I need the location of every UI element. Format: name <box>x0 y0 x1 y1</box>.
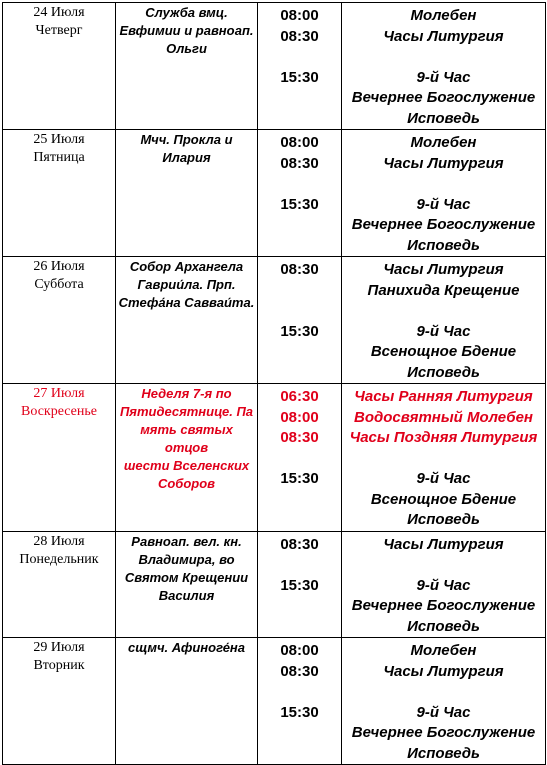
saint-line: мять святых отцов <box>140 422 233 455</box>
service-time: 08:00 <box>280 7 319 24</box>
weekday-label: Вторник <box>33 658 85 673</box>
date-cell <box>3 384 116 532</box>
saint-cell <box>116 384 258 532</box>
schedule-row-jul-28 <box>3 531 546 638</box>
weekday-label: Понедельник <box>19 551 99 567</box>
service-time <box>258 174 341 195</box>
saint-line: Евфимии и равноап. <box>119 23 254 38</box>
time-cell <box>258 257 342 384</box>
service-name <box>342 301 545 322</box>
date-cell <box>3 3 116 130</box>
saint-line: Мчч. Прокла и <box>140 132 233 147</box>
date-label: 24 Июля <box>33 5 85 20</box>
service-name: Часы Литургия <box>383 261 504 278</box>
service-name: Молебен <box>410 642 477 659</box>
service-name: Вечернее Богослужение <box>351 216 536 233</box>
service-name: 9-й Час <box>416 195 471 213</box>
date-cell <box>3 531 116 638</box>
schedule-row-jul-27 <box>3 384 546 532</box>
saint-line: Илария <box>162 150 211 165</box>
service-time <box>258 682 341 703</box>
schedule-row-jul-24 <box>3 3 546 130</box>
service-cell <box>342 257 546 384</box>
date-label: 29 Июля <box>33 640 85 655</box>
saint-line: Неделя 7-я по <box>141 386 232 401</box>
service-name: 9-й Час <box>416 703 471 721</box>
date-label: 27 Июля <box>33 386 85 401</box>
service-time <box>258 301 341 322</box>
saint-line: Пятидесятнице. Па <box>119 404 254 419</box>
service-name: Всенощное Бдение <box>370 343 517 360</box>
weekday-label: Воскресенье <box>21 404 97 419</box>
service-time: 08:30 <box>280 429 319 446</box>
service-name: Часы Литургия <box>383 535 504 553</box>
service-name: Молебен <box>410 134 477 151</box>
service-time: 08:30 <box>280 27 319 45</box>
service-time: 15:30 <box>280 322 319 340</box>
saint-line: сщмч. Афиноге́на <box>127 640 246 655</box>
weekday-label: Четверг <box>35 23 83 38</box>
service-name: 9-й Час <box>416 68 471 86</box>
date-cell <box>3 257 116 384</box>
service-name <box>342 47 545 68</box>
service-name <box>342 449 545 470</box>
service-time: 08:00 <box>280 408 319 426</box>
schedule-table <box>2 2 546 765</box>
service-time: 08:30 <box>280 154 319 172</box>
service-name: Часы Поздняя Литургия <box>349 429 538 446</box>
date-cell <box>3 130 116 257</box>
saint-line: Служба вмц. <box>145 5 228 20</box>
service-time: 08:00 <box>280 642 319 659</box>
service-time: 08:30 <box>280 535 319 553</box>
service-name: Часы Ранняя Литургия <box>354 388 533 405</box>
saint-line: Ольги <box>166 41 207 56</box>
service-time: 15:30 <box>280 68 319 86</box>
date-cell <box>3 638 116 765</box>
service-name: 9-й Час <box>416 322 471 340</box>
saint-cell <box>116 3 258 130</box>
schedule-row-jul-26 <box>3 257 546 384</box>
date-label: 26 Июля <box>33 259 85 274</box>
service-cell <box>342 130 546 257</box>
service-name: Всенощное Бдение <box>370 490 517 508</box>
time-cell <box>258 3 342 130</box>
service-name: Вечернее Богослужение <box>351 89 536 106</box>
service-name: Молебен <box>410 7 477 24</box>
service-time: 06:30 <box>280 388 319 405</box>
service-name: Исповедь <box>407 617 480 635</box>
date-label: 28 Июля <box>33 533 85 549</box>
saint-cell <box>116 257 258 384</box>
saint-line: Святом Крещении <box>124 569 249 585</box>
service-name: Часы Литургия <box>383 662 504 680</box>
time-cell <box>258 531 342 638</box>
saint-line: Владимира, во <box>138 551 235 567</box>
saint-line: шести Вселенских <box>123 458 250 473</box>
service-time: 15:30 <box>280 470 319 487</box>
saint-line: Соборов <box>157 476 216 491</box>
service-time: 15:30 <box>280 195 319 213</box>
service-cell <box>342 531 546 638</box>
service-name: Исповедь <box>407 744 480 762</box>
time-cell <box>258 384 342 532</box>
service-name: Исповедь <box>407 236 480 254</box>
weekday-label: Суббота <box>34 277 84 292</box>
service-name <box>342 555 545 576</box>
service-time: 08:30 <box>280 261 319 278</box>
saint-line: Василия <box>158 587 215 603</box>
service-name <box>342 682 545 703</box>
time-cell <box>258 130 342 257</box>
service-name: 9-й Час <box>416 576 471 594</box>
service-name: Часы Литургия <box>383 27 504 45</box>
service-name: Исповедь <box>407 363 480 381</box>
service-time: 15:30 <box>280 703 319 721</box>
service-cell <box>342 638 546 765</box>
service-cell <box>342 384 546 532</box>
saint-cell <box>116 638 258 765</box>
service-name: Исповедь <box>407 511 480 528</box>
service-time: 08:30 <box>280 662 319 680</box>
weekday-label: Пятница <box>33 150 85 165</box>
schedule-row-jul-25 <box>3 130 546 257</box>
saint-line: Собор Архангела <box>129 259 244 274</box>
service-time <box>258 555 341 576</box>
service-time: 15:30 <box>280 576 319 594</box>
service-name: Водосвятный Молебен <box>353 408 533 426</box>
saint-line: Стефа́на Савваи́та. <box>118 295 255 310</box>
service-name <box>342 174 545 195</box>
saint-line: Гаврии́ла. Прп. <box>137 277 236 292</box>
service-name: Панихида Крещение <box>367 281 520 299</box>
service-name: Исповедь <box>407 109 480 127</box>
service-cell <box>342 3 546 130</box>
service-name: Вечернее Богослужение <box>351 597 536 614</box>
service-time <box>258 47 341 68</box>
service-time <box>258 449 341 470</box>
time-cell <box>258 638 342 765</box>
saint-line: Равноап. вел. кн. <box>131 533 242 549</box>
service-name: Часы Литургия <box>383 154 504 172</box>
date-label: 25 Июля <box>33 132 85 147</box>
service-time <box>258 281 341 302</box>
service-name: Вечернее Богослужение <box>351 724 536 741</box>
schedule-body <box>3 3 546 765</box>
service-time: 08:00 <box>280 134 319 151</box>
saint-cell <box>116 531 258 638</box>
service-name: 9-й Час <box>416 470 471 487</box>
saint-cell <box>116 130 258 257</box>
schedule-row-jul-29 <box>3 638 546 765</box>
